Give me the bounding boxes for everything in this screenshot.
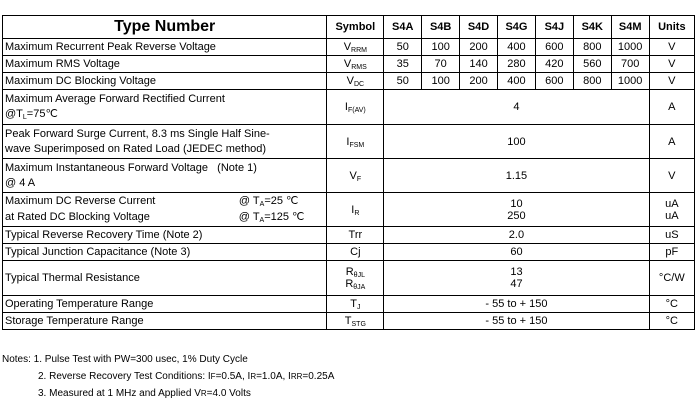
unit-cell: uS [649,227,694,244]
value-cell: 100 [422,73,460,90]
row-trr [3,227,695,244]
model-header-s4d: S4D [460,16,498,39]
value-cell: 60 [384,244,649,261]
value-cell: - 55 to + 150 [384,313,649,330]
row-vf [3,159,695,193]
units-header: Units [649,16,694,39]
value-cell: 200 [460,73,498,90]
param-label: Typical Reverse Recovery Time (Note 2) [3,227,327,244]
symbol-cell: IF(AV) [327,90,384,125]
value-cell: 13 47 [384,261,649,296]
model-header-s4a: S4A [384,16,422,39]
symbol-cell: VRRM [327,39,384,56]
value-cell: 280 [498,56,536,73]
value-cell: 800 [573,73,611,90]
row-ifav [3,90,695,125]
symbol-cell: VRMS [327,56,384,73]
param-label: Maximum DC Reverse Current @ TA=25 ℃ at Rated DC Blocking Voltage @ TA=125 ℃ [3,193,327,227]
electrical-characteristics-table [2,15,695,330]
value-cell: 420 [535,56,573,73]
unit-cell: °C [649,313,694,330]
unit-cell: V [649,56,694,73]
unit-cell: °C [649,296,694,313]
unit-cell: pF [649,244,694,261]
unit-cell: V [649,39,694,56]
model-header-s4j: S4J [535,16,573,39]
model-header-s4g: S4G [498,16,536,39]
value-cell: 10 250 [384,193,649,227]
unit-cell: A [649,125,694,159]
value-cell: 100 [384,125,649,159]
value-cell: 600 [535,73,573,90]
symbol-cell: TJ [327,296,384,313]
symbol-cell: IR [327,193,384,227]
row-cj [3,244,695,261]
value-cell: 400 [498,39,536,56]
symbol-header: Symbol [327,16,384,39]
value-cell: - 55 to + 150 [384,296,649,313]
row-vrms [3,56,695,73]
model-header-s4b: S4B [422,16,460,39]
value-cell: 560 [573,56,611,73]
param-label: Maximum RMS Voltage [3,56,327,73]
param-label: Storage Temperature Range [3,313,327,330]
symbol-cell: RθJL RθJA [327,261,384,296]
symbol-cell: IFSM [327,125,384,159]
param-label: Maximum Instantaneous Forward Voltage (Note 1) @ 4 A [3,159,327,193]
type-number-header: Type Number [3,16,327,39]
row-tj [3,296,695,313]
value-cell: 400 [498,73,536,90]
param-label: Maximum DC Blocking Voltage [3,73,327,90]
value-cell: 140 [460,56,498,73]
param-label: Typical Thermal Resistance [3,261,327,296]
value-cell: 4 [384,90,649,125]
row-rth [3,261,695,296]
note-1: Notes: 1. Pulse Test with PW=300 usec, 1% Duty Cycle [2,354,248,365]
symbol-cell: TSTG [327,313,384,330]
symbol-cell: VF [327,159,384,193]
value-cell: 1000 [611,39,649,56]
model-header-s4k: S4K [573,16,611,39]
param-label: Peak Forward Surge Current, 8.3 ms Single Half Sine- wave Superimposed on Rated Load (JEDEC method) [3,125,327,159]
value-cell: 1000 [611,73,649,90]
model-header-s4m: S4M [611,16,649,39]
row-vrrm [3,39,695,56]
value-cell: 200 [460,39,498,56]
unit-cell: V [649,73,694,90]
value-cell: 1.15 [384,159,649,193]
symbol-cell: Trr [327,227,384,244]
value-cell: 50 [384,39,422,56]
row-ir [3,193,695,227]
param-label: Typical Junction Capacitance (Note 3) [3,244,327,261]
value-cell: 700 [611,56,649,73]
unit-cell: uA uA [649,193,694,227]
unit-cell: A [649,90,694,125]
param-label: Maximum Recurrent Peak Reverse Voltage [3,39,327,56]
param-label: Maximum Average Forward Rectified Current @TL=75℃ [3,90,327,125]
symbol-cell: VDC [327,73,384,90]
note-3: 3. Measured at 1 MHz and Applied VR=4.0 Volts [38,388,251,399]
notes-section [2,351,334,402]
unit-cell: V [649,159,694,193]
value-cell: 70 [422,56,460,73]
value-cell: 2.0 [384,227,649,244]
value-cell: 35 [384,56,422,73]
note-2: 2. Reverse Recovery Test Conditions: IF=0.5A, IR=1.0A, IRR=0.25A [38,371,335,382]
header-row [3,16,695,39]
value-cell: 800 [573,39,611,56]
row-vdc [3,73,695,90]
symbol-cell: Cj [327,244,384,261]
row-tstg [3,313,695,330]
value-cell: 50 [384,73,422,90]
value-cell: 600 [535,39,573,56]
unit-cell: °C/W [649,261,694,296]
param-label: Operating Temperature Range [3,296,327,313]
row-ifsm [3,125,695,159]
value-cell: 100 [422,39,460,56]
